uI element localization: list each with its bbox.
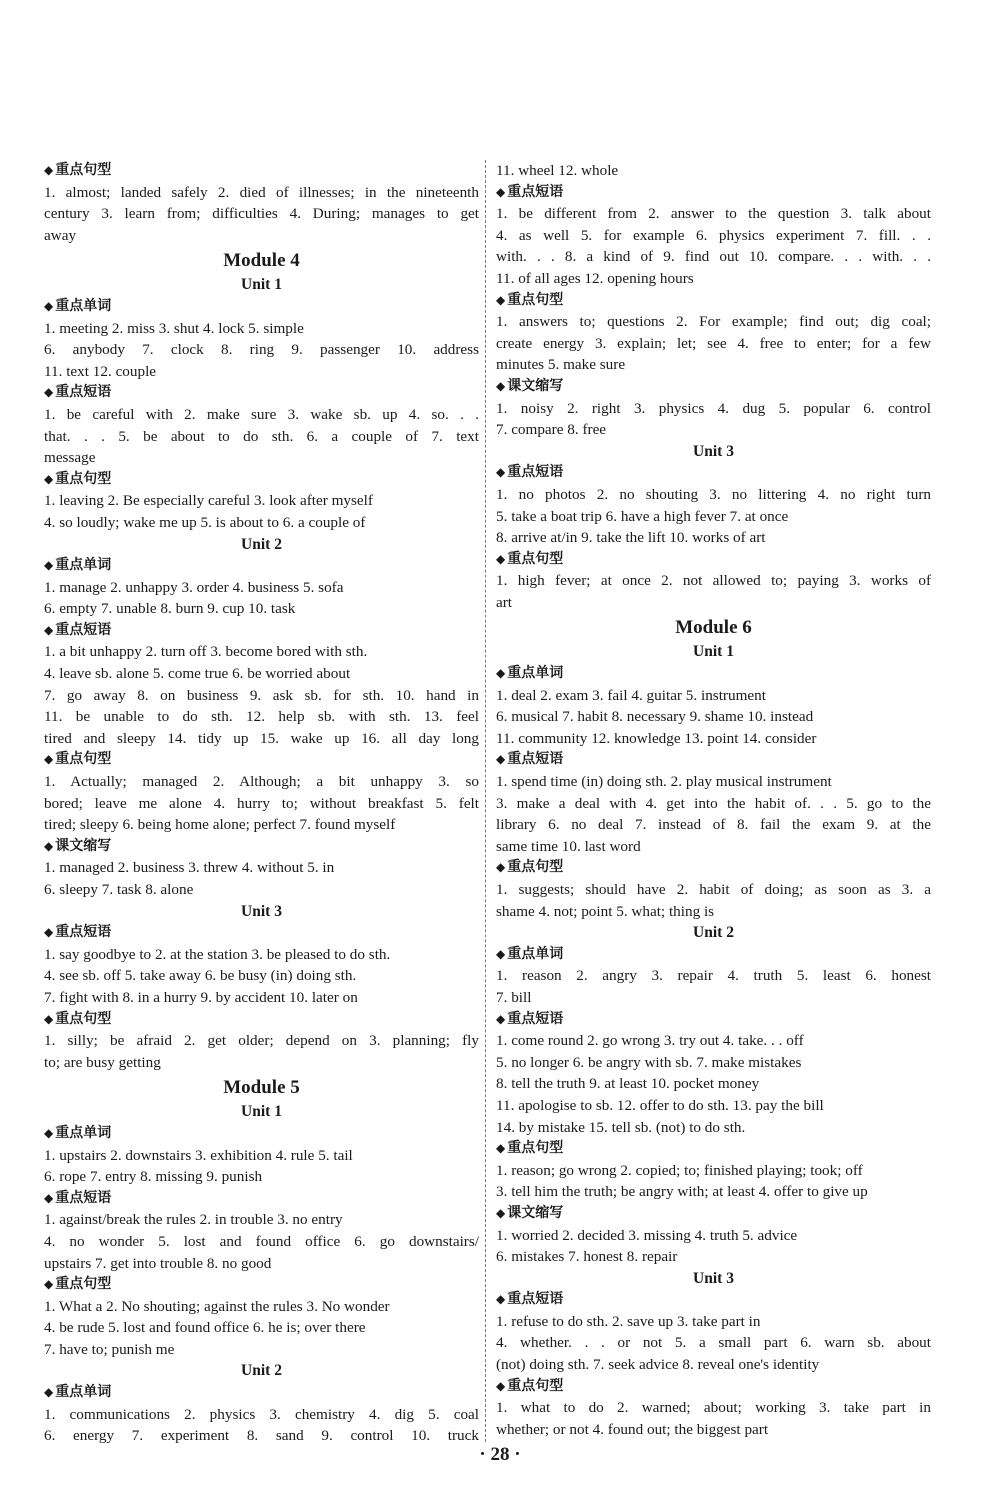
answer-line: 8. arrive at/in 9. take the lift 10. works of art [496, 529, 766, 547]
section-heading [44, 922, 479, 944]
section-heading-label: 重点短语 [55, 1189, 112, 1206]
section-heading [496, 549, 931, 571]
diamond-bullet-icon: ◆ [496, 292, 506, 307]
answer-line: to; are busy getting [44, 1053, 161, 1071]
answer-line: 1. what to do 2. warned; about; working 3. take part in [496, 1399, 931, 1417]
answer-line: 1. be different from 2. answer to the question 3. talk about [496, 205, 931, 223]
section-heading-label: 重点短语 [507, 183, 564, 200]
answer-line: 4. be rude 5. lost and found office 6. he is; over there [44, 1319, 366, 1337]
diamond-bullet-icon: ◆ [496, 551, 506, 566]
answer-line: 1. suggests; should have 2. habit of doing; as soon as 3. a [496, 881, 931, 898]
section-heading [44, 382, 479, 404]
answer-line: 1. noisy 2. right 3. physics 4. dug 5. popular 6. control [496, 399, 931, 417]
section-heading [44, 836, 479, 858]
diamond-bullet-icon: ◆ [496, 666, 506, 681]
section-heading [496, 182, 931, 204]
answer-line: 11. text 12. couple [44, 362, 157, 380]
section-heading [44, 555, 479, 577]
diamond-bullet-icon: ◆ [496, 860, 506, 875]
answer-line: 6. empty 7. unable 8. burn 9. cup 10. task [44, 600, 296, 618]
diamond-bullet-icon: ◆ [496, 1205, 506, 1220]
answer-line: 7. have to; punish me [44, 1340, 175, 1358]
section-heading-label: 重点句型 [55, 1010, 112, 1027]
answer-line: 11. apologise to sb. 12. offer to do sth. 13. pay the bill [496, 1096, 824, 1114]
answer-line: 1. upstairs 2. downstairs 3. exhibition 4. rule 5. tail [44, 1146, 353, 1164]
answer-line: 7. compare 8. free [496, 421, 607, 439]
unit-title: Unit 1 [241, 1103, 282, 1121]
section-heading [44, 296, 479, 318]
section-heading [496, 462, 931, 484]
answer-line: 1. manage 2. unhappy 3. order 4. business 5. sofa [44, 578, 344, 596]
answer-line: minutes 5. make sure [496, 356, 626, 374]
answer-line: upstairs 7. get into trouble 8. no good [44, 1254, 272, 1272]
unit-title: Unit 3 [241, 902, 282, 920]
answer-line: 6. rope 7. entry 8. missing 9. punish [44, 1168, 263, 1186]
answer-line: 4. so loudly; wake me up 5. is about to 6. a couple of [44, 513, 366, 531]
section-heading-label: 重点单词 [507, 665, 564, 682]
diamond-bullet-icon: ◆ [44, 558, 54, 573]
answer-line: 4. see sb. off 5. take away 6. be busy (in) doing sth. [44, 967, 357, 985]
answer-line: that. . . 5. be about to do sth. 6. a couple of 7. text [44, 427, 479, 445]
section-heading-label: 重点句型 [507, 291, 564, 308]
section-heading-label: 重点短语 [55, 621, 112, 638]
section-heading [496, 1009, 931, 1031]
module-title: Module 6 [675, 617, 752, 639]
module-title: Module 5 [223, 1077, 300, 1099]
diamond-bullet-icon: ◆ [44, 1190, 54, 1205]
answer-line: 8. tell the truth 9. at least 10. pocket money [496, 1075, 760, 1093]
answer-line: 11. wheel 12. whole [496, 162, 619, 179]
unit-title: Unit 2 [241, 1362, 282, 1380]
diamond-bullet-icon: ◆ [44, 385, 54, 400]
section-heading [44, 620, 479, 642]
diamond-bullet-icon: ◆ [44, 163, 54, 177]
answer-line: library 6. no deal 7. instead of 8. fail the exam 9. at the [496, 816, 931, 834]
answer-line: 11. be unable to do sth. 12. help sb. with sth. 13. feel [44, 708, 479, 726]
answer-line: 1. silly; be afraid 2. get older; depend on 3. planning; fly [44, 1032, 479, 1050]
section-heading-label: 课文缩写 [507, 1204, 564, 1221]
diamond-bullet-icon: ◆ [496, 1378, 506, 1393]
unit-title: Unit 2 [241, 535, 282, 553]
answer-line: create energy 3. explain; let; see 4. free to enter; for a few [496, 334, 931, 352]
answer-line: tired; sleepy 6. being home alone; perfect 7. found myself [44, 816, 396, 834]
answer-line: 6. sleepy 7. task 8. alone [44, 881, 194, 898]
diamond-bullet-icon: ◆ [44, 1277, 54, 1292]
answer-line: 1. no photos 2. no shouting 3. no littering 4. no right turn [496, 485, 931, 503]
diamond-bullet-icon: ◆ [44, 622, 54, 637]
answer-line: 1. say goodbye to 2. at the station 3. be pleased to do sth. [44, 945, 391, 963]
section-heading-label: 重点句型 [507, 1377, 564, 1394]
answer-line: 1. reason; go wrong 2. copied; to; finished playing; took; off [496, 1161, 863, 1179]
answer-line: 6. mistakes 7. honest 8. repair [496, 1248, 678, 1266]
diamond-bullet-icon: ◆ [44, 298, 54, 313]
answer-line: 1. leaving 2. Be especially careful 3. look after myself [44, 492, 373, 510]
unit-title: Unit 1 [693, 643, 734, 661]
answer-line: 1. deal 2. exam 3. fail 4. guitar 5. instrument [496, 686, 766, 704]
answer-line: 14. by mistake 15. tell sb. (not) to do sth. [496, 1118, 746, 1136]
answer-line: 1. a bit unhappy 2. turn off 3. become bored with sth. [44, 643, 368, 661]
section-heading-label: 重点单词 [507, 945, 564, 962]
answer-line: 1. against/break the rules 2. in trouble 3. no entry [44, 1211, 343, 1229]
section-heading-label: 重点单词 [55, 557, 112, 574]
answer-line: 1. communications 2. physics 3. chemistry 4. dig 5. coal [44, 1405, 479, 1423]
unit-title: Unit 1 [241, 276, 282, 294]
answer-line: 5. take a boat trip 6. have a high fever 7. at once [496, 507, 789, 525]
answer-line: 1. spend time (in) doing sth. 2. play musical instrument [496, 773, 832, 791]
section-heading [496, 1289, 931, 1311]
diamond-bullet-icon: ◆ [44, 1385, 54, 1400]
answer-line: 7. go away 8. on business 9. ask sb. for sth. 10. hand in [44, 686, 479, 704]
unit-title: Unit 3 [693, 1269, 734, 1287]
diamond-bullet-icon: ◆ [44, 1125, 54, 1140]
answer-line: message [44, 449, 96, 467]
diamond-bullet-icon: ◆ [496, 1141, 506, 1156]
page-number: · 28 · [479, 1444, 521, 1465]
section-heading-label: 重点句型 [55, 751, 112, 768]
answer-line: tired and sleepy 14. tidy up 15. wake up 16. all day long [44, 729, 479, 747]
answer-line: 1. meeting 2. miss 3. shut 4. lock 5. simple [44, 319, 304, 337]
section-heading [44, 1188, 479, 1210]
answer-line: 11. community 12. knowledge 13. point 14. consider [496, 729, 817, 747]
diamond-bullet-icon: ◆ [496, 378, 506, 393]
section-heading-label: 重点短语 [507, 751, 564, 768]
answer-line: 6. anybody 7. clock 8. ring 9. passenger 10. address [44, 341, 479, 359]
answer-line: 1. be careful with 2. make sure 3. wake sb. up 4. so. . . [44, 405, 479, 423]
answer-line: 1. almost; landed safely 2. died of illnesses; in the nineteenth [44, 183, 479, 201]
answer-line: 1. answers to; questions 2. For example; find out; dig coal; [496, 313, 931, 331]
section-heading [44, 469, 479, 491]
answer-line: 1. What a 2. No shouting; against the rules 3. No wonder [44, 1297, 390, 1315]
section-heading-label: 重点单词 [55, 297, 112, 314]
section-heading-label: 重点句型 [55, 162, 112, 178]
answer-line: whether; or not 4. found out; the biggest part [496, 1420, 769, 1438]
diamond-bullet-icon: ◆ [44, 1011, 54, 1026]
diamond-bullet-icon: ◆ [44, 838, 54, 853]
section-heading-label: 重点短语 [55, 384, 112, 401]
answer-line: 7. bill [496, 988, 532, 1006]
section-heading [496, 857, 931, 879]
section-heading [496, 376, 931, 398]
section-heading-label: 重点句型 [507, 1140, 564, 1157]
column-divider [485, 160, 486, 1442]
right-column [496, 160, 931, 1440]
answer-line: shame 4. not; point 5. what; thing is [496, 902, 715, 920]
section-heading [44, 1123, 479, 1145]
unit-title: Unit 2 [693, 924, 734, 942]
section-heading [44, 749, 479, 771]
answer-line: 1. high fever; at once 2. not allowed to; paying 3. works of [496, 572, 931, 590]
diamond-bullet-icon: ◆ [44, 925, 54, 940]
answer-line: 1. refuse to do sth. 2. save up 3. take part in [496, 1312, 761, 1330]
section-heading-label: 重点单词 [55, 1384, 112, 1401]
answer-line: with. . . 8. a kind of 9. find out 10. compare. . . with. . . [496, 248, 931, 266]
answer-line: century 3. learn from; difficulties 4. During; manages to get [44, 205, 479, 223]
answer-line: 4. leave sb. alone 5. come true 6. be worried about [44, 665, 351, 683]
diamond-bullet-icon: ◆ [44, 752, 54, 767]
answer-line: away [44, 226, 77, 244]
section-heading-label: 重点短语 [507, 464, 564, 481]
section-heading-label: 重点句型 [507, 550, 564, 567]
answer-line: 3. make a deal with 4. get into the habit of. . . 5. go to the [496, 794, 931, 812]
answer-line: art [496, 593, 513, 611]
answer-line: 1. managed 2. business 3. threw 4. without 5. in [44, 859, 335, 877]
section-heading [44, 1009, 479, 1031]
answer-line: 1. reason 2. angry 3. repair 4. truth 5. least 6. honest [496, 967, 931, 985]
section-heading-label: 课文缩写 [507, 377, 564, 394]
diamond-bullet-icon: ◆ [496, 184, 506, 199]
answer-line: 1. come round 2. go wrong 3. try out 4. take. . . off [496, 1032, 804, 1050]
section-heading [44, 160, 479, 182]
answer-line: 4. no wonder 5. lost and found office 6. go downstairs/ [44, 1232, 479, 1250]
section-heading-label: 重点句型 [507, 859, 564, 876]
answer-line: 4. whether. . . or not 5. a small part 6. warn sb. about [496, 1334, 931, 1352]
section-heading-label: 重点句型 [55, 470, 112, 487]
unit-title: Unit 3 [693, 442, 734, 460]
diamond-bullet-icon: ◆ [44, 471, 54, 486]
answer-line: 5. no longer 6. be angry with sb. 7. make mistakes [496, 1053, 802, 1071]
answer-line: 3. tell him the truth; be angry with; at least 4. offer to give up [496, 1183, 868, 1201]
section-heading [496, 663, 931, 685]
answer-line: 11. of all ages 12. opening hours [496, 269, 694, 287]
section-heading-label: 重点句型 [55, 1276, 112, 1293]
answer-line: bored; leave me alone 4. hurry to; without breakfast 5. felt [44, 794, 479, 812]
section-heading [44, 1274, 479, 1296]
answer-line: 6. musical 7. habit 8. necessary 9. shame 10. instead [496, 708, 814, 726]
section-heading-label: 重点短语 [507, 1010, 564, 1027]
answer-line: same time 10. last word [496, 837, 641, 855]
section-heading [496, 290, 931, 312]
section-heading [496, 749, 931, 771]
answer-line: 1. worried 2. decided 3. missing 4. truth 5. advice [496, 1226, 798, 1244]
section-heading-label: 重点单词 [55, 1124, 112, 1141]
module-title: Module 4 [223, 250, 300, 272]
section-heading [44, 1382, 479, 1404]
section-heading [496, 944, 931, 966]
section-heading-label: 重点短语 [55, 924, 112, 941]
left-column [44, 160, 479, 1447]
answer-line: 4. as well 5. for example 6. physics experiment 7. fill. . . [496, 226, 931, 244]
answer-line: 6. energy 7. experiment 8. sand 9. control 10. truck [44, 1427, 479, 1445]
section-heading [496, 1203, 931, 1225]
diamond-bullet-icon: ◆ [496, 1292, 506, 1307]
section-heading-label: 课文缩写 [55, 837, 112, 854]
answer-line: 1. Actually; managed 2. Although; a bit unhappy 3. so [44, 773, 479, 791]
answer-line: (not) doing sth. 7. seek advice 8. reveal one's identity [496, 1356, 820, 1374]
diamond-bullet-icon: ◆ [496, 1011, 506, 1026]
answer-line: 7. fight with 8. in a hurry 9. by accident 10. later on [44, 988, 358, 1006]
diamond-bullet-icon: ◆ [496, 465, 506, 480]
diamond-bullet-icon: ◆ [496, 752, 506, 767]
section-heading-label: 重点短语 [507, 1291, 564, 1308]
section-heading [496, 1138, 931, 1160]
diamond-bullet-icon: ◆ [496, 946, 506, 961]
section-heading [496, 1376, 931, 1398]
